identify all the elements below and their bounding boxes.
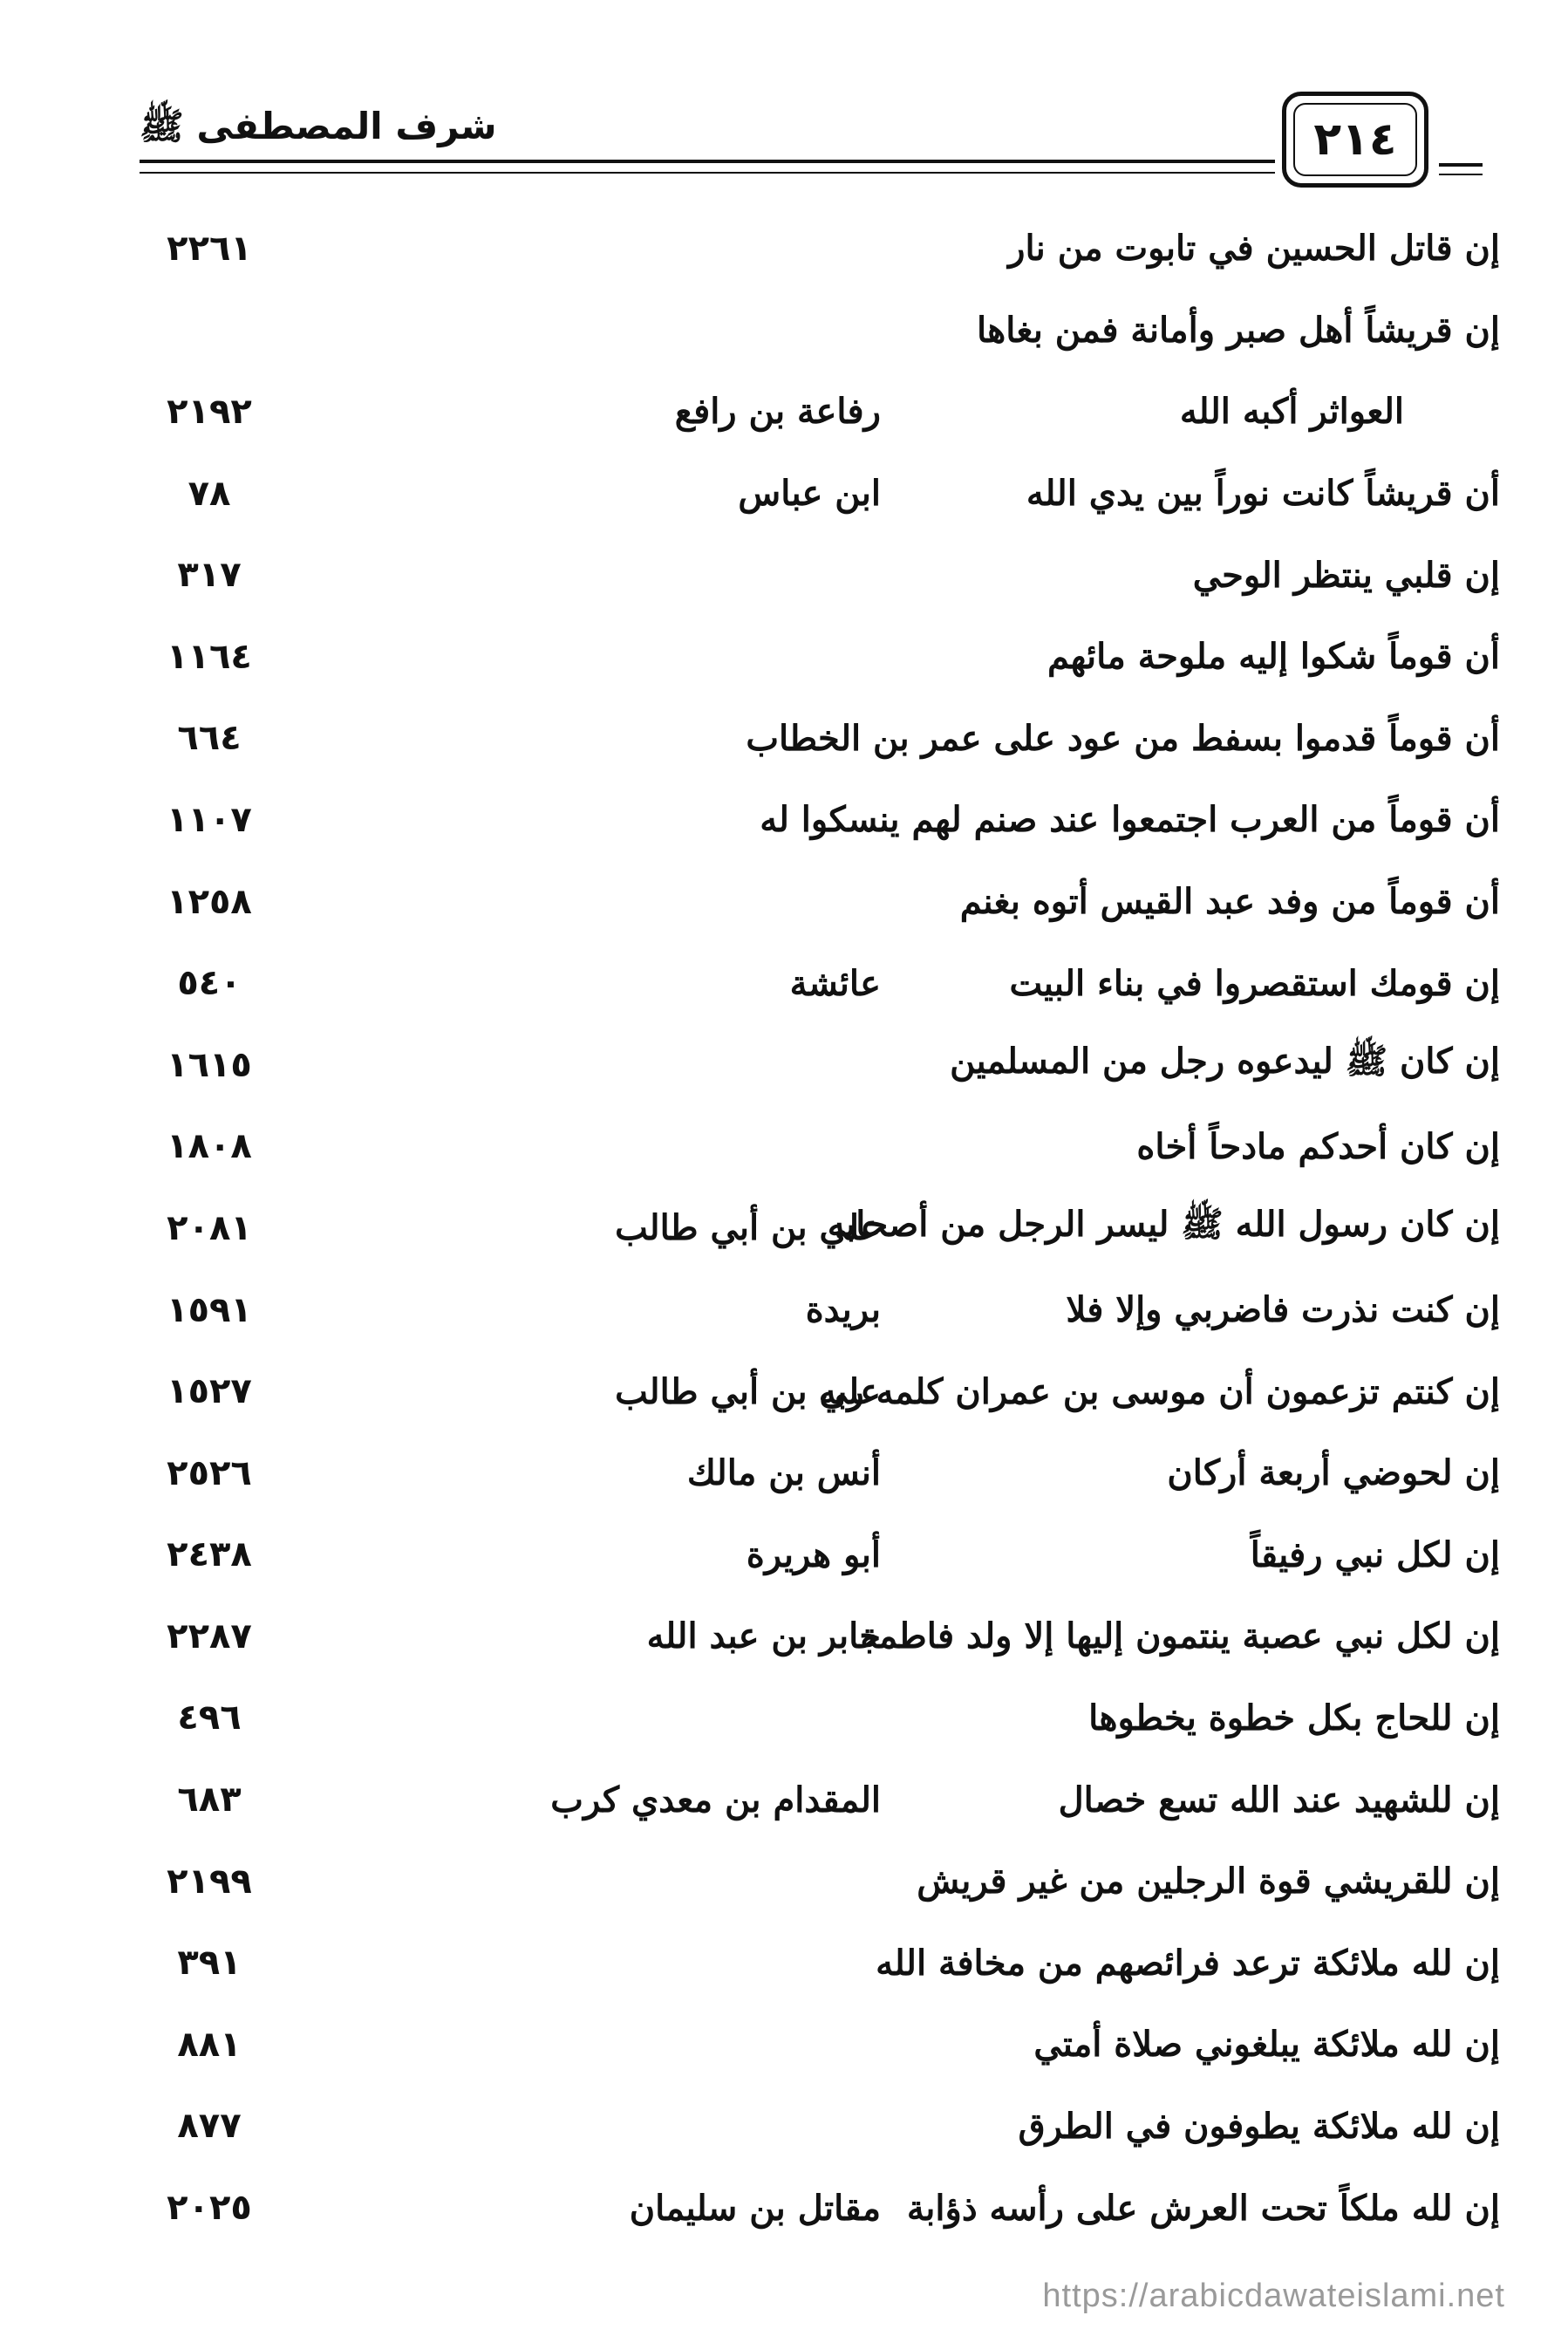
index-entry <box>131 1187 1500 1269</box>
index-entry <box>131 1595 1500 1677</box>
index-entry <box>131 1269 1500 1351</box>
index-entry <box>131 1514 1500 1596</box>
hadith-text: إن كنتم تزعمون أن موسى بن عمران كلمه ربه <box>818 1370 1500 1412</box>
index-entry <box>131 208 1500 290</box>
index-entry <box>131 616 1500 698</box>
narrator: علي بن أبي طالب <box>615 1207 881 1249</box>
hadith-text: أن قوماً قدموا بسفط من عود على عمر بن الخطاب <box>746 717 1500 759</box>
hadith-number <box>131 290 288 372</box>
index-entry <box>131 698 1500 780</box>
narrator <box>419 698 881 780</box>
hadith-text: إن كان ﷺ ليدعوه رجل من المسلمين <box>950 1040 1500 1082</box>
index-entry <box>131 942 1500 1024</box>
index-entry <box>131 1106 1500 1188</box>
header-rule <box>140 172 1275 174</box>
hadith-text: إن لله ملائكة ترعد فرائصهم من مخافة الله <box>876 1942 1500 1984</box>
index-entry <box>131 453 1500 535</box>
hadith-text: إن لله ملكاً تحت العرش على رأسه ذؤابة <box>906 2187 1500 2229</box>
hadith-text: إن للقريشي قوة الرجلين من غير قريش <box>917 1861 1500 1902</box>
page-number-frame <box>1282 92 1428 188</box>
index-entry <box>131 1350 1500 1432</box>
header-rule <box>1439 174 1483 175</box>
narrator <box>419 1841 881 1923</box>
source-watermark: https://arabicdawateislami.net <box>1042 2278 1505 2314</box>
hadith-number: ١١٠٧ <box>167 799 252 840</box>
hadith-text: إن كان أحدكم مادحاً أخاه <box>1136 1125 1500 1167</box>
index-entry <box>131 2004 1500 2086</box>
hadith-number: ٢١٩٢ <box>167 391 252 432</box>
hadith-number: ٢٢٦١ <box>167 228 252 269</box>
narrator <box>419 1024 881 1106</box>
book-title: شرف المصطفى ﷺ <box>140 105 497 147</box>
page-number: ٢١٤ <box>1293 103 1417 176</box>
narrator: المقدام بن معدي كرب <box>550 1779 881 1820</box>
hadith-text: إن لله ملائكة يبلغوني صلاة أمتي <box>1033 2024 1500 2066</box>
hadith-number: ٤٩٦ <box>177 1697 242 1738</box>
hadith-text: إن للشهيد عند الله تسع خصال <box>1058 1779 1500 1820</box>
hadith-text: أن قوماً شكوا إليه ملوحة مائهم <box>1046 636 1500 678</box>
hadith-number: ٦٨٣ <box>177 1779 242 1820</box>
hadith-text: إن لكل نبي عصبة ينتمون إليها إلا ولد فاطمة <box>860 1615 1500 1657</box>
narrator: أنس بن مالك <box>686 1452 881 1494</box>
hadith-number: ٢٠٨١ <box>167 1207 252 1248</box>
hadith-text: إن كان رسول الله ﷺ ليسر الرجل من أصحابه <box>827 1203 1500 1245</box>
narrator <box>419 2086 881 2168</box>
narrator: مقاتل بن سليمان <box>629 2187 881 2229</box>
index-entry <box>131 1432 1500 1514</box>
narrator: عائشة <box>789 962 881 1004</box>
narrator: جابر بن عبد الله <box>646 1615 881 1657</box>
index-entry <box>131 2086 1500 2168</box>
narrator <box>419 616 881 698</box>
hadith-number: ٢٥٢٦ <box>167 1452 252 1493</box>
hadith-number: ٧٨ <box>187 473 231 514</box>
hadith-text: إن قلبي ينتظر الوحي <box>1192 554 1500 596</box>
hadith-number: ٥٤٠ <box>177 963 242 1004</box>
hadith-number: ٢٤٣٨ <box>167 1534 252 1575</box>
narrator <box>419 1106 881 1188</box>
index-entry <box>131 290 1500 372</box>
hadith-text: العواثر أكبه الله <box>1179 391 1404 433</box>
index-entry <box>131 534 1500 616</box>
hadith-text: إن قاتل الحسين في تابوت من نار <box>1008 228 1500 270</box>
hadith-number: ١٢٥٨ <box>167 881 252 922</box>
hadith-text: إن كنت نذرت فاضربي وإلا فلا <box>1066 1289 1500 1331</box>
index-entry <box>131 1759 1500 1841</box>
header-rule <box>140 160 1275 163</box>
narrator <box>419 1922 881 2004</box>
narrator <box>419 1677 881 1759</box>
hadith-number: ١٨٠٨ <box>167 1126 252 1167</box>
hadith-text: إن لله ملائكة يطوفون في الطرق <box>1018 2105 1500 2147</box>
hadith-text: إن قريشاً أهل صبر وأمانة فمن بغاها <box>976 309 1500 351</box>
narrator <box>419 861 881 943</box>
hadith-number: ٣١٧ <box>177 555 242 596</box>
hadith-number: ١٥٢٧ <box>167 1371 252 1412</box>
page-header <box>140 92 1483 196</box>
index-entry <box>131 1024 1500 1106</box>
narrator: رفاعة بن رافع <box>674 391 881 433</box>
narrator <box>419 779 881 861</box>
hadith-number: ٦٦٤ <box>177 718 242 759</box>
hadith-number: ٢٠٢٥ <box>167 2188 252 2229</box>
narrator <box>419 290 881 372</box>
index-entry <box>131 1922 1500 2004</box>
narrator: بريدة <box>805 1289 881 1331</box>
hadith-index-list <box>131 208 1500 2249</box>
header-rule <box>1439 163 1483 167</box>
index-entry <box>131 371 1500 453</box>
hadith-number: ٢١٩٩ <box>167 1861 252 1902</box>
hadith-number: ١١٦٤ <box>167 636 252 677</box>
narrator <box>419 534 881 616</box>
narrator <box>419 208 881 290</box>
narrator: علي بن أبي طالب <box>615 1370 881 1412</box>
hadith-text: إن قومك استقصروا في بناء البيت <box>1009 962 1500 1004</box>
narrator: ابن عباس <box>738 473 881 515</box>
index-entry <box>131 1677 1500 1759</box>
hadith-number: ١٥٩١ <box>167 1289 252 1330</box>
hadith-text: أن قوماً من وفد عبد القيس أتوه بغنم <box>959 881 1500 923</box>
narrator <box>419 2004 881 2086</box>
index-entry <box>131 2167 1500 2249</box>
index-entry <box>131 861 1500 943</box>
hadith-number: ٨٨١ <box>177 2024 242 2065</box>
hadith-number: ٨٧٧ <box>177 2106 242 2147</box>
hadith-number: ٢٢٨٧ <box>167 1615 252 1656</box>
narrator: أبو هريرة <box>746 1533 881 1575</box>
hadith-text: إن لكل نبي رفيقاً <box>1250 1533 1500 1575</box>
index-entry <box>131 779 1500 861</box>
hadith-text: إن للحاج بكل خطوة يخطوها <box>1088 1697 1500 1738</box>
hadith-number: ٣٩١ <box>177 1943 242 1984</box>
index-entry <box>131 1841 1500 1923</box>
hadith-text: إن لحوضي أربعة أركان <box>1167 1452 1500 1494</box>
hadith-text: أن قريشاً كانت نوراً بين يدي الله <box>1026 473 1500 515</box>
hadith-text: أن قوماً من العرب اجتمعوا عند صنم لهم ينسكوا له <box>760 799 1500 841</box>
hadith-number: ١٦١٥ <box>167 1044 252 1085</box>
